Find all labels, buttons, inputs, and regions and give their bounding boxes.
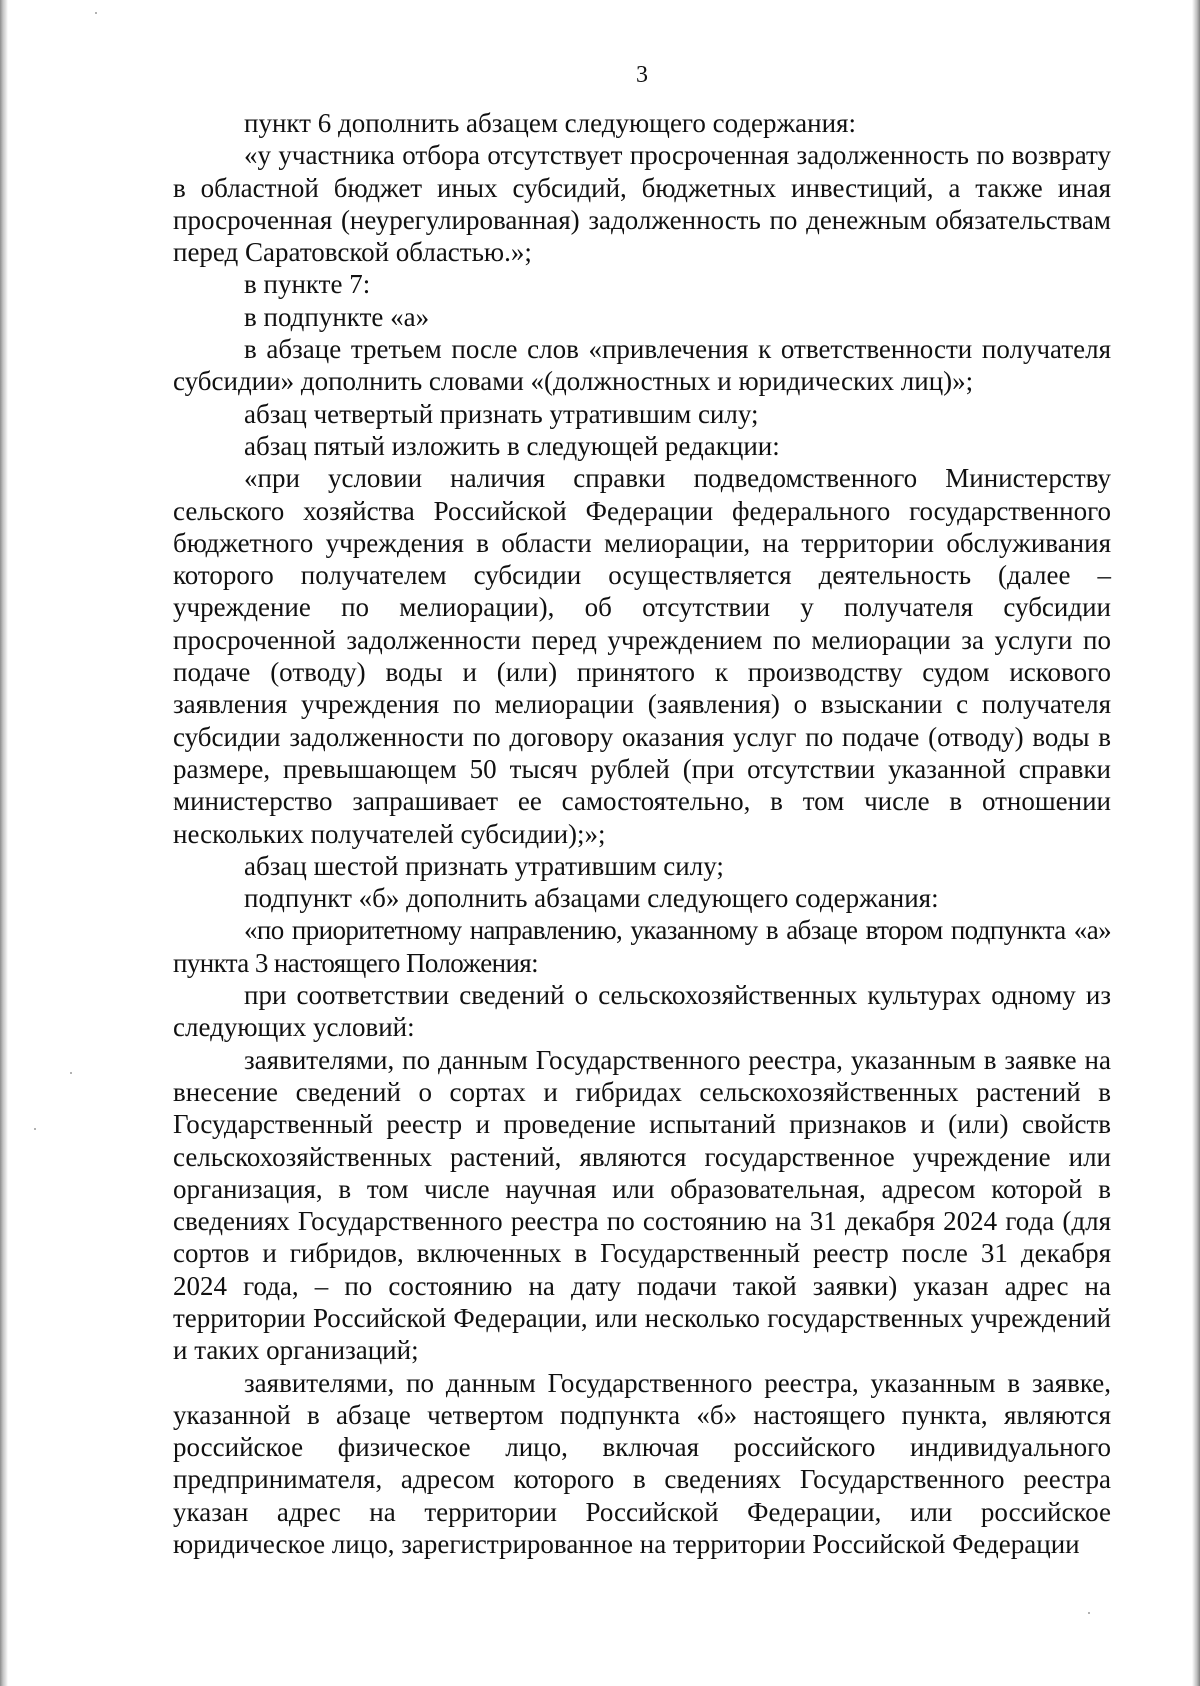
- document-body: [173, 107, 1111, 1560]
- paragraph: абзац четвертый признать утратившим силу;: [244, 398, 759, 429]
- scan-speck: [95, 12, 97, 14]
- scan-speck: [1088, 1612, 1090, 1614]
- scan-edge-left: [0, 0, 8, 1686]
- scan-edge-right: [1192, 0, 1200, 1686]
- paragraph: в абзаце третьем после слов «привлечения к ответственности получателя субсидии» дополнить словами «(должностных и юридических лиц)»;: [173, 334, 1111, 397]
- paragraph: в подпункте «а»: [244, 301, 430, 332]
- paragraph: в пункте 7:: [244, 269, 371, 300]
- paragraph: заявителями, по данным Государственного реестра, указанным в заявке, указанной в абзаце четвертом подпункта «б» настоящего пункта, являются российское физическое лицо, включая российского индивидуального предпринимателя, адресом которого в сведениях Государственного реестра указан адрес на территории Российской Федерации, или российское юридическое лицо, зарегистрированное на территории Российской Федерации: [173, 1367, 1111, 1560]
- paragraph: при соответствии сведений о сельскохозяйственных культурах одному из следующих условий:: [173, 980, 1111, 1043]
- scan-speck: [70, 1072, 72, 1074]
- paragraph: «при условии наличия справки подведомственного Министерству сельского хозяйства Российской Федерации федерального государственного бюджетного учреждения в области мелиорации, на территории обслуживания которого получателем субсидии осуществляется деятельность (далее – учреждение по мелиорации), об отсутствии у получателя субсидии просроченной задолженности перед учреждением по мелиорации за услуги по подаче (отводу) воды и (или) принятого к производству судом искового заявления учреждения по мелиорации (заявления) о взыскании с получателя субсидии задолженности по договору оказания услуг по подаче (отводу) воды в размере, превышающем 50 тысяч рублей (при отсутствии указанной справки министерство запрашивает ее самостоятельно, в том числе в отношении нескольких получателей субсидии);»;: [173, 463, 1111, 849]
- scan-speck: [34, 1128, 36, 1130]
- paragraph: пункт 6 дополнить абзацем следующего содержания:: [244, 108, 856, 138]
- paragraph: абзац пятый изложить в следующей редакции:: [244, 430, 780, 461]
- paragraph: подпункт «б» дополнить абзацами следующего содержания:: [244, 883, 939, 914]
- paragraph: абзац шестой признать утратившим силу;: [244, 850, 724, 881]
- paragraph: заявителями, по данным Государственного реестра, указанным в заявке на внесение сведений о сортах и гибридах сельскохозяйственных растений в Государственный реестр и проведение испытаний признаков и (или) свойств сельскохозяйственных растений, являются государственное учреждение или организация, в том числе научная или образовательная, адресом которой в сведениях Государственного реестра по состоянию на 31 декабря 2024 года (для сортов и гибридов, включенных в Государственный реестр после 31 декабря 2024 года, – по состоянию на дату подачи такой заявки) указан адрес на территории Российской Федерации, или несколько государственных учреждений и таких организаций;: [173, 1044, 1111, 1366]
- page-number: 3: [636, 62, 648, 88]
- paragraph: «по приоритетному направлению, указанному в абзаце втором подпункта «а» пункта 3 настоящего Положения:: [173, 915, 1111, 978]
- paragraph: «у участника отбора отсутствует просроченная задолженность по возврату в областной бюджет иных субсидий, бюджетных инвестиций, а также иная просроченная (неурегулированная) задолженность по денежным обязательствам перед Саратовской областью.»;: [173, 140, 1111, 268]
